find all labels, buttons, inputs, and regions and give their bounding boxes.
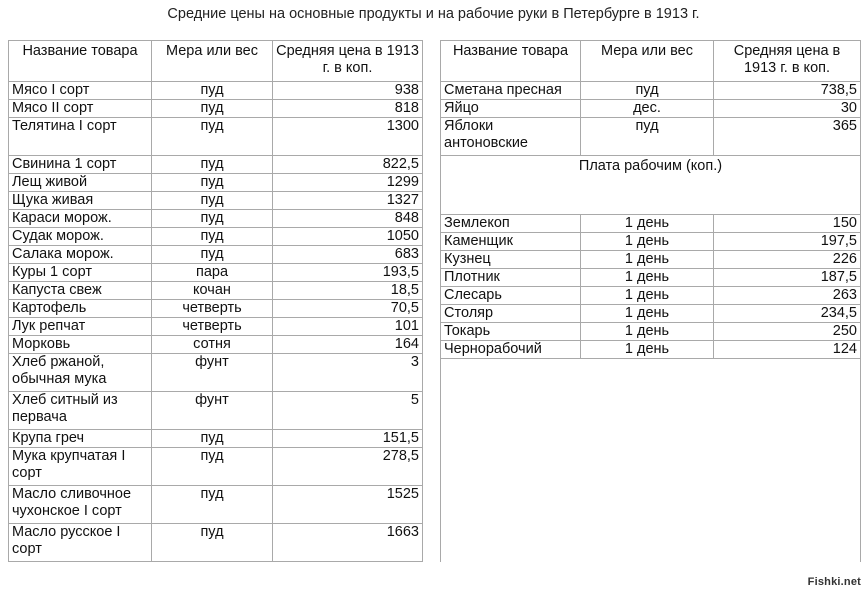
cell-name: Хлеб ржаной, обычная мука	[9, 354, 152, 392]
cell-unit: 1 день	[581, 341, 714, 359]
table-row	[441, 269, 861, 287]
cell-unit: дес.	[581, 100, 714, 118]
cell-name: Крупа греч	[9, 430, 152, 448]
cell-unit: фунт	[152, 354, 273, 392]
cell-name: Куры 1 сорт	[9, 264, 152, 282]
table-row	[9, 282, 423, 300]
cell-name: Токарь	[441, 323, 581, 341]
cell-unit: сотня	[152, 336, 273, 354]
cell-price: 1525	[273, 486, 423, 524]
cell-unit: 1 день	[581, 287, 714, 305]
table-row	[441, 233, 861, 251]
cell-price: 1299	[273, 174, 423, 192]
cell-unit: пуд	[152, 82, 273, 100]
cell-price: 822,5	[273, 156, 423, 174]
table-row	[9, 100, 423, 118]
cell-unit: четверть	[152, 318, 273, 336]
watermark-logo: Fishki.net	[807, 576, 861, 588]
table-row	[9, 264, 423, 282]
cell-price: 197,5	[714, 233, 861, 251]
cell-price: 150	[714, 215, 861, 233]
cell-name: Мука крупчатая I сорт	[9, 448, 152, 486]
cell-price: 3	[273, 354, 423, 392]
cell-name: Слесарь	[441, 287, 581, 305]
table-row	[9, 118, 423, 156]
cell-unit: пуд	[152, 228, 273, 246]
cell-unit: пуд	[152, 100, 273, 118]
cell-name: Яйцо	[441, 100, 581, 118]
cell-unit: пуд	[152, 174, 273, 192]
cell-name: Лещ живой	[9, 174, 152, 192]
prices-table-right	[440, 40, 861, 562]
cell-price: 187,5	[714, 269, 861, 287]
table-row	[9, 174, 423, 192]
cell-unit: пуд	[152, 118, 273, 156]
table-row	[9, 318, 423, 336]
prices-table-left	[8, 40, 423, 562]
cell-name: Кузнец	[441, 251, 581, 269]
cell-unit: пуд	[152, 210, 273, 228]
wages-title-row	[441, 156, 861, 215]
cell-name: Хлеб ситный из первача	[9, 392, 152, 430]
table-row	[9, 392, 423, 430]
table-row	[9, 228, 423, 246]
cell-name: Каменщик	[441, 233, 581, 251]
cell-name: Картофель	[9, 300, 152, 318]
cell-price: 30	[714, 100, 861, 118]
cell-unit: пуд	[152, 486, 273, 524]
table-row	[441, 287, 861, 305]
cell-price: 278,5	[273, 448, 423, 486]
table-header-row	[441, 41, 861, 82]
cell-unit: 1 день	[581, 251, 714, 269]
cell-unit: фунт	[152, 392, 273, 430]
cell-name: Масло сливочное чухонское I сорт	[9, 486, 152, 524]
cell-name: Лук репчат	[9, 318, 152, 336]
empty-filler-row	[441, 359, 861, 563]
cell-price: 193,5	[273, 264, 423, 282]
cell-price: 18,5	[273, 282, 423, 300]
cell-price: 1300	[273, 118, 423, 156]
cell-unit: пуд	[581, 82, 714, 100]
table-row	[9, 210, 423, 228]
table-row	[9, 524, 423, 562]
cell-name: Землекоп	[441, 215, 581, 233]
cell-name: Мясо II сорт	[9, 100, 152, 118]
cell-price: 124	[714, 341, 861, 359]
cell-unit: пуд	[152, 192, 273, 210]
cell-name: Свинина 1 сорт	[9, 156, 152, 174]
cell-name: Масло русское I сорт	[9, 524, 152, 562]
table-row	[441, 215, 861, 233]
cell-unit: пуд	[581, 118, 714, 156]
cell-unit: пуд	[152, 448, 273, 486]
cell-name: Чернорабочий	[441, 341, 581, 359]
col-header-price: Средняя цена в 1913 г. в коп.	[714, 41, 861, 82]
cell-price: 365	[714, 118, 861, 156]
cell-price: 70,5	[273, 300, 423, 318]
cell-unit: 1 день	[581, 269, 714, 287]
page-title: Средние цены на основные продукты и на рабочие руки в Петербурге в 1913 г.	[167, 6, 700, 22]
cell-price: 151,5	[273, 430, 423, 448]
cell-unit: пара	[152, 264, 273, 282]
table-row	[9, 486, 423, 524]
cell-name: Телятина I сорт	[9, 118, 152, 156]
cell-unit: пуд	[152, 156, 273, 174]
cell-price: 938	[273, 82, 423, 100]
cell-price: 1327	[273, 192, 423, 210]
cell-price: 101	[273, 318, 423, 336]
table-row	[9, 156, 423, 174]
cell-price: 683	[273, 246, 423, 264]
cell-name: Караси морож.	[9, 210, 152, 228]
cell-price: 226	[714, 251, 861, 269]
cell-price: 250	[714, 323, 861, 341]
col-header-price: Средняя цена в 1913 г. в коп.	[273, 41, 423, 82]
cell-unit: пуд	[152, 524, 273, 562]
table-row	[441, 100, 861, 118]
col-header-name: Название товара	[441, 41, 581, 82]
cell-name: Щука живая	[9, 192, 152, 210]
table-row	[441, 82, 861, 100]
cell-name: Столяр	[441, 305, 581, 323]
cell-name: Салака морож.	[9, 246, 152, 264]
table-row	[441, 341, 861, 359]
cell-price: 164	[273, 336, 423, 354]
cell-name: Морковь	[9, 336, 152, 354]
table-row	[441, 323, 861, 341]
cell-unit: четверть	[152, 300, 273, 318]
table-row	[9, 192, 423, 210]
table-row	[9, 448, 423, 486]
cell-price: 1663	[273, 524, 423, 562]
cell-price: 848	[273, 210, 423, 228]
cell-name: Мясо I сорт	[9, 82, 152, 100]
cell-name: Капуста свеж	[9, 282, 152, 300]
col-header-unit: Мера или вес	[152, 41, 273, 82]
cell-price: 263	[714, 287, 861, 305]
cell-unit: 1 день	[581, 305, 714, 323]
cell-unit: 1 день	[581, 233, 714, 251]
cell-unit: пуд	[152, 430, 273, 448]
cell-name: Сметана пресная	[441, 82, 581, 100]
table-row	[441, 251, 861, 269]
table-row	[9, 82, 423, 100]
cell-price: 738,5	[714, 82, 861, 100]
table-row	[9, 300, 423, 318]
cell-unit: пуд	[152, 246, 273, 264]
col-header-name: Название товара	[9, 41, 152, 82]
table-row	[9, 336, 423, 354]
cell-name: Плотник	[441, 269, 581, 287]
cell-price: 818	[273, 100, 423, 118]
col-header-unit: Мера или вес	[581, 41, 714, 82]
table-row	[9, 354, 423, 392]
cell-price: 1050	[273, 228, 423, 246]
table-row	[9, 246, 423, 264]
cell-price: 5	[273, 392, 423, 430]
table-row	[441, 118, 861, 156]
empty-cell	[441, 359, 861, 563]
cell-price: 234,5	[714, 305, 861, 323]
table-row	[441, 305, 861, 323]
cell-unit: 1 день	[581, 323, 714, 341]
table-row	[9, 430, 423, 448]
cell-name: Судак морож.	[9, 228, 152, 246]
cell-name: Яблоки антоновские	[441, 118, 581, 156]
cell-unit: 1 день	[581, 215, 714, 233]
cell-unit: кочан	[152, 282, 273, 300]
wages-section-title: Плата рабочим (коп.)	[441, 156, 861, 215]
table-header-row	[9, 41, 423, 82]
